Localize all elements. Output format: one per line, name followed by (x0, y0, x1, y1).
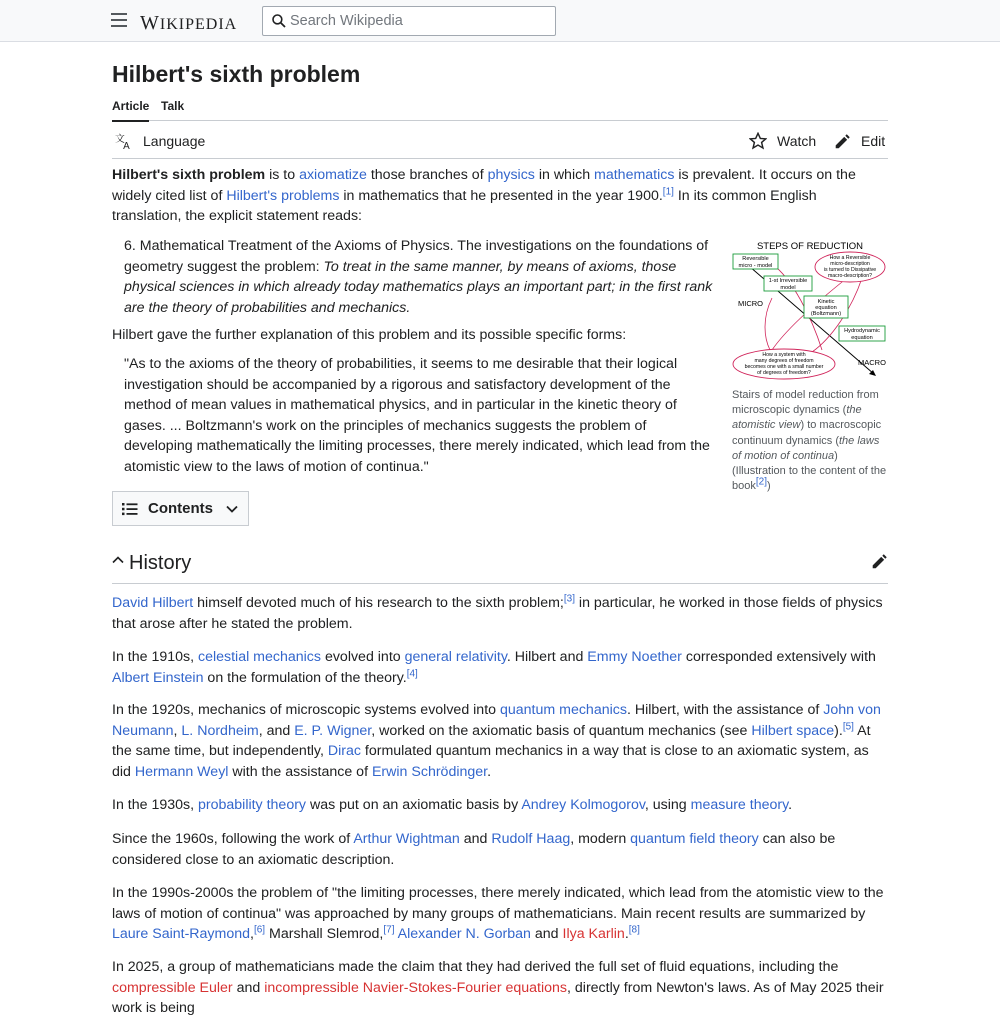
text: . (788, 797, 793, 813)
italic-text: the atomistic view (732, 404, 862, 432)
italic-text: To treat in the same manner, by means of axioms, those physical sciences in which already today mathematics plays an important part; in the first rank are the theory of probabilities and mechanics. (124, 258, 713, 316)
list-icon (122, 502, 138, 516)
text: those branches of (366, 167, 488, 183)
text: , directly from Newton's laws. As of May 2025 their work is being (112, 979, 884, 1017)
text: in particular, he worked in those fields of physics that arose after he stated the problem. (112, 595, 883, 632)
text: , modern (570, 831, 631, 847)
oval-top-3: is turned to Dissipative (823, 267, 877, 273)
redlink-navier-stokes-fourier[interactable]: incompressible Navier-Stokes-Fourier equations (264, 979, 568, 996)
text: Since the 1960s, following the work of (112, 831, 354, 847)
link-l-nordheim[interactable]: L. Nordheim (181, 722, 259, 739)
text: . (624, 926, 629, 943)
watch-label: Watch (777, 133, 817, 149)
link-dirac[interactable]: Dirac (327, 743, 361, 760)
top-bar (0, 0, 1000, 42)
svg-text:文: 文 (115, 134, 125, 146)
section-history-heading (112, 546, 888, 584)
watch-button[interactable] (749, 131, 816, 151)
label-macro: MACRO (858, 358, 886, 367)
text: and (530, 926, 563, 943)
chevron-up-icon[interactable] (112, 556, 124, 564)
language-label: Language (143, 133, 206, 149)
contents-toggle[interactable] (112, 491, 249, 526)
text: himself devoted much of his research to the sixth problem; (193, 595, 564, 611)
ref-6[interactable]: [6] (253, 924, 266, 936)
link-rudolf-haag[interactable]: Rudolf Haag (491, 831, 571, 847)
hilbert-quote: "As to the axioms of the theory of probabilities, it seems to me desirable that their logical investigation should be accompanied by a rigorous and satisfactory development of the method of mean values in mathematical physics, and in particular in the kinetic theory of gases. ... Boltzmann's work on the principles of mechanics suggests the problem of developing mathematically the limiting processes, there merely indicated, which lead from the atomistic view to the laws of motion of continua." (124, 356, 710, 475)
link-measure-theory[interactable]: measure theory (690, 797, 789, 813)
text: , (173, 722, 182, 739)
link-laure-saint-raymond[interactable]: Laure Saint-Raymond (112, 926, 251, 943)
edit-label: Edit (861, 133, 886, 149)
ref-3[interactable]: [3] (563, 593, 575, 605)
link-e-p-wigner[interactable]: E. P. Wigner (294, 722, 372, 739)
link-physics[interactable]: physics (487, 167, 535, 183)
text: ) to macroscopic continuum dynamics ( (732, 419, 882, 447)
text: , and (258, 722, 295, 739)
chevron-down-icon (226, 505, 238, 513)
label-micro: MICRO (738, 299, 763, 308)
text: . Hilbert and (506, 649, 588, 665)
text: In the 1930s, (112, 797, 198, 813)
text: and (232, 979, 265, 996)
text: Marshall Slemrod, (265, 926, 384, 943)
text: In its common English translation, the explicit statement reads: (112, 187, 817, 225)
oval-top-2: micro-description (830, 261, 870, 267)
link-erwin-schrodinger[interactable]: Erwin Schrödinger (371, 763, 488, 780)
further-explanation: Hilbert gave the further explanation of this problem and its possible specific forms: (112, 327, 627, 343)
svg-text:A: A (123, 141, 130, 151)
text: was put on an axiomatic basis by (306, 797, 522, 813)
box-hydro-2: equation (851, 335, 873, 341)
edit-button[interactable] (834, 131, 885, 151)
box-reversible-2: micro - model (738, 263, 773, 269)
history-paragraph-5 (112, 829, 888, 870)
history-paragraph-1 (112, 593, 888, 634)
text: 6. Mathematical Treatment of the Axioms of Physics. The investigations on the foundations of geometry suggest the problem: (124, 238, 709, 275)
figure-steps-of-reduction (732, 238, 888, 494)
oval-top-4: macro-description? (827, 273, 873, 279)
text: in which (534, 167, 595, 183)
oval-bottom-2: many degrees of freedom (754, 358, 814, 364)
text: , (250, 926, 254, 943)
reduction-diagram[interactable] (732, 238, 888, 382)
article-subject: Hilbert's sixth problem (112, 167, 266, 183)
text: At the same time, but independently, (112, 722, 871, 760)
ref-7[interactable]: [7] (383, 924, 395, 936)
text: in mathematics that he presented in the year 1900. (339, 187, 663, 204)
text: is to (265, 167, 300, 183)
link-probability-theory[interactable]: probability theory (197, 797, 307, 813)
search-icon (271, 13, 287, 29)
link-david-hilbert[interactable]: David Hilbert (112, 595, 194, 611)
text: In the 1910s, (112, 649, 198, 665)
link-hermann-weyl[interactable]: Hermann Weyl (134, 763, 229, 780)
tab-article[interactable]: Article (112, 98, 149, 122)
search-input[interactable] (290, 11, 550, 31)
page-title: Hilbert's sixth problem (112, 61, 361, 87)
text: and (459, 831, 492, 847)
text: is prevalent. It occurs on the widely cited list of (112, 167, 856, 204)
link-mathematics[interactable]: mathematics (594, 167, 675, 183)
box-kinetic-1: Kinetic (817, 299, 835, 305)
ref-8[interactable]: [8] (628, 924, 640, 936)
oval-bottom-1: How a system with (762, 352, 806, 358)
text: Stairs of model reduction from microscopic dynamics ( (732, 389, 879, 417)
link-celestial-mechanics[interactable]: celestial mechanics (197, 649, 321, 665)
star-icon (749, 132, 767, 150)
ref-2[interactable]: [2] (755, 476, 767, 488)
ref-4[interactable]: [4] (406, 667, 418, 679)
italic-text: the laws of motion of continua (732, 434, 880, 462)
wikipedia-logo[interactable]: WIKIPEDIA (140, 12, 238, 34)
text: with the assistance of (228, 763, 372, 780)
text: . Hilbert, with the assistance of (626, 702, 824, 718)
link-quantum-mechanics[interactable]: quantum mechanics (499, 702, 627, 718)
tab-talk[interactable]: Talk (161, 99, 185, 113)
history-paragraph-2 (112, 647, 888, 688)
text: on the formulation of the theory. (203, 669, 407, 686)
link-john-von-neumann[interactable]: John von Neumann (112, 702, 881, 739)
redlink-compressible-euler[interactable]: compressible Euler (112, 979, 233, 996)
box-reversible-1: Reversible (742, 256, 769, 262)
oval-top-1: How a Reversible (829, 255, 871, 261)
problem-statement (124, 236, 718, 318)
redlink-ilya-karlin[interactable]: Ilya Karlin (562, 926, 625, 943)
text: evolved into (321, 649, 405, 665)
pencil-icon (834, 133, 851, 150)
text: can also be considered close to an axiomatic description. (112, 831, 836, 868)
text: , worked on the axiomatic basis of quantum mechanics (see (371, 722, 752, 739)
history-paragraph-6 (112, 883, 888, 945)
box-irreversible-1: 1-st Irreversible (768, 278, 808, 284)
figure-caption (732, 388, 888, 494)
history-heading-text: History (129, 552, 192, 574)
link-axiomatize[interactable]: axiomatize (299, 167, 367, 183)
contents-label: Contents (148, 499, 213, 517)
link-hilberts-problems[interactable]: Hilbert's problems (226, 187, 340, 204)
edit-section-icon[interactable] (871, 553, 888, 570)
link-andrey-kolmogorov[interactable]: Andrey Kolmogorov (521, 797, 645, 813)
oval-bottom-4: of degrees of freedom? (757, 370, 811, 376)
main-menu-icon[interactable] (111, 13, 127, 27)
link-hilbert-space[interactable]: Hilbert space (751, 722, 835, 739)
text: In the 1920s, mechanics of microscopic systems evolved into (112, 702, 500, 718)
link-quantum-field-theory[interactable]: quantum field theory (630, 831, 759, 847)
box-kinetic-3: (Boltzmann) (810, 311, 842, 317)
ref-1[interactable]: [1] (662, 185, 674, 197)
box-irreversible-2: model (780, 285, 796, 291)
ref-5[interactable]: [5] (842, 720, 854, 732)
link-albert-einstein[interactable]: Albert Einstein (112, 669, 204, 686)
history-paragraph-4 (112, 795, 888, 816)
page-tabs (112, 98, 888, 121)
link-general-relativity[interactable]: general relativity (404, 649, 507, 665)
text: corresponded extensively with (681, 649, 876, 665)
language-icon (115, 132, 133, 150)
text: ) (Illustration to the content of the book (732, 449, 887, 493)
text: ) (766, 480, 771, 493)
oval-bottom-3: becomes one with a small number (744, 364, 824, 370)
search-box[interactable] (262, 6, 556, 36)
text: ). (834, 722, 843, 739)
history-paragraph-7 (112, 957, 888, 1019)
text: In the 1990s-2000s the problem of "the limiting processes, there merely indicated, which lead from the atomistic view to the laws of motion of continua" was approached by many groups of mathematicians. Main recent results are summarized by (112, 885, 884, 922)
figure-title: STEPS OF REDUCTION (756, 241, 864, 252)
text: , using (644, 797, 691, 813)
intro-paragraph (112, 165, 888, 227)
box-kinetic-2: equation (815, 305, 837, 311)
box-hydro-1: Hydrodynamic (844, 328, 880, 334)
link-arthur-wightman[interactable]: Arthur Wightman (353, 831, 460, 847)
language-button[interactable] (115, 131, 205, 151)
text: formulated quantum mechanics in a way that is close to an axiomatic system, as did (112, 743, 869, 780)
history-paragraph-3 (112, 700, 888, 782)
text: In 2025, a group of mathematicians made the claim that they had derived the full set of fluid equations, including the (112, 959, 839, 975)
link-emmy-noether[interactable]: Emmy Noether (587, 649, 682, 665)
text: . (487, 763, 492, 780)
link-alexander-gorban[interactable]: Alexander N. Gorban (397, 926, 531, 943)
page-toolbar (112, 121, 888, 159)
